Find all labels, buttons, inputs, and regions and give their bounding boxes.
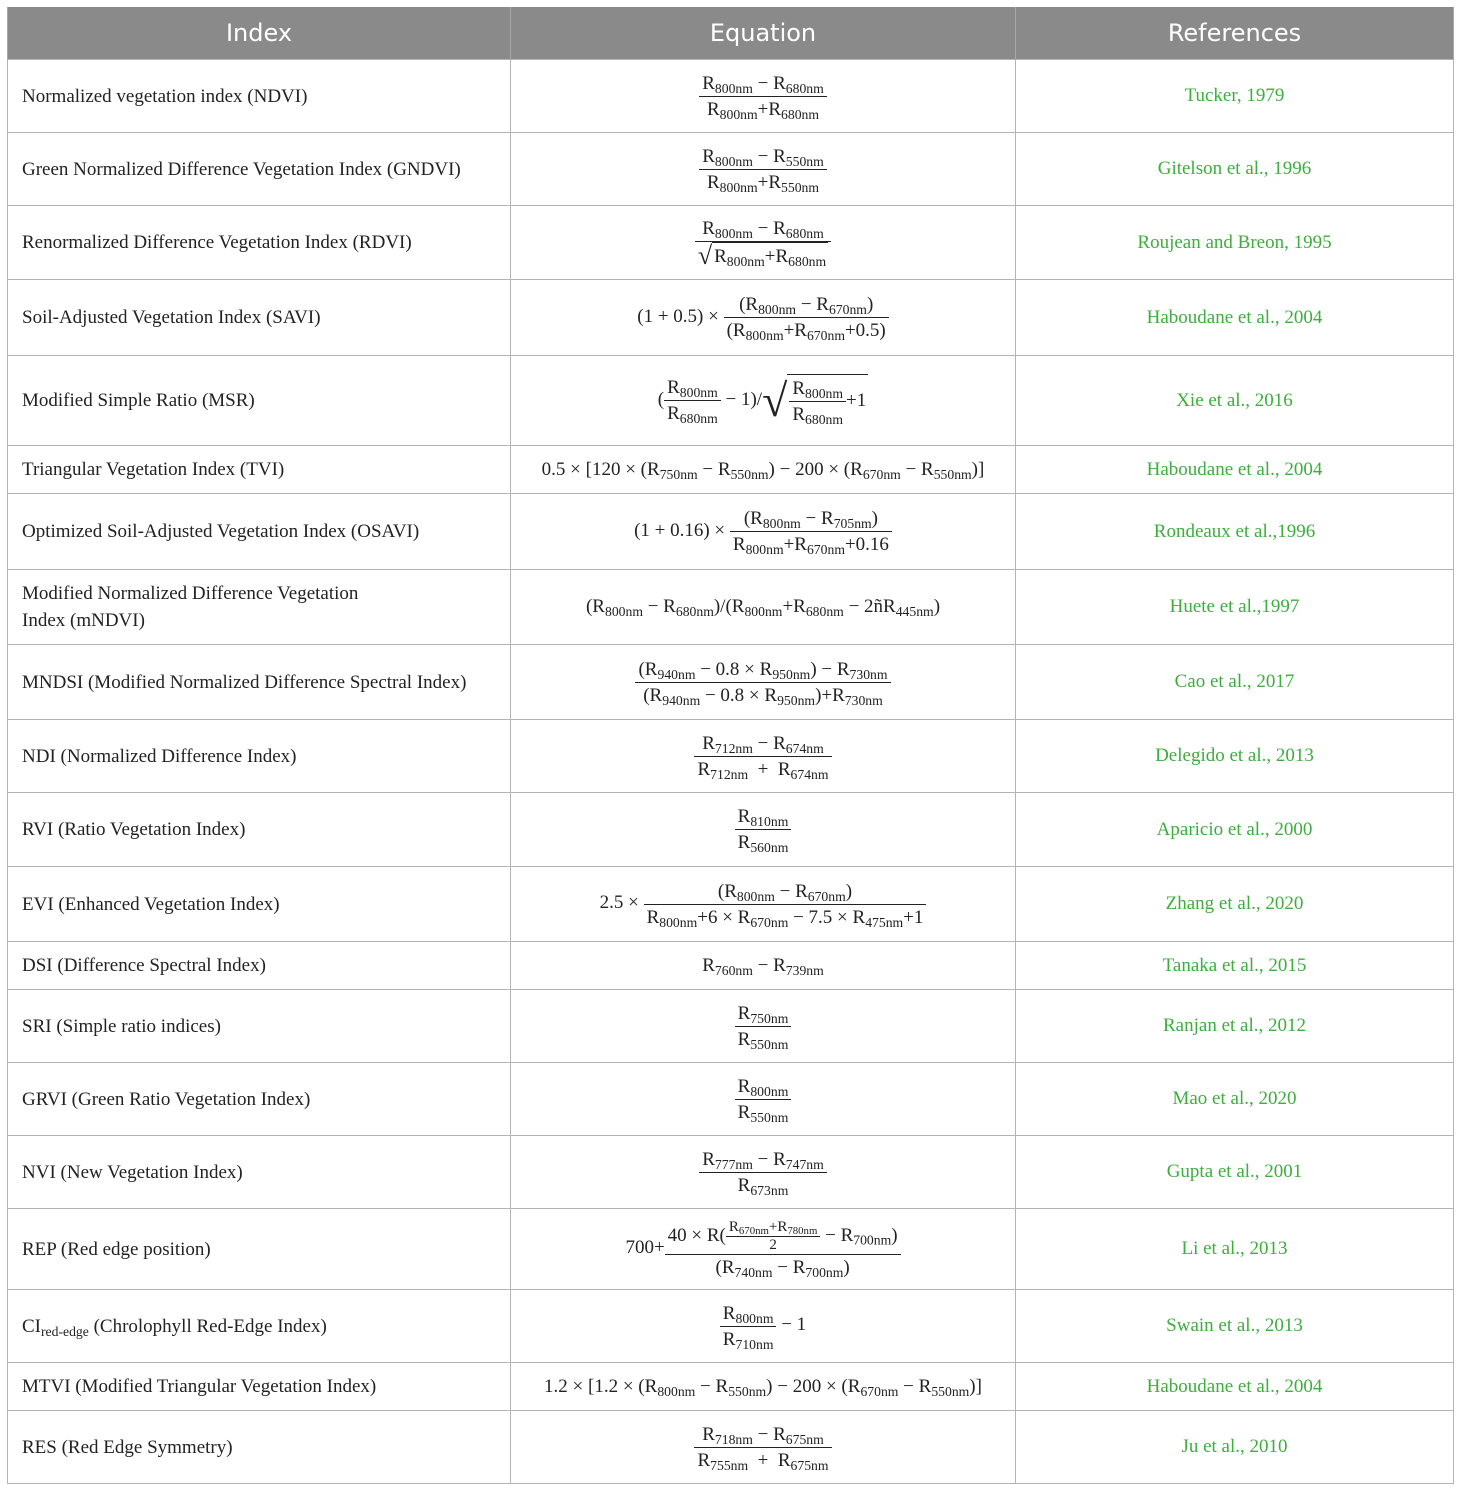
index-cell: RES (Red Edge Symmetry) xyxy=(8,1411,511,1484)
table-row xyxy=(8,793,1454,867)
equation: $\frac{R_{800nm} - R_{680nm}}{√ R_{800nm}+R_{680nm}}$ xyxy=(695,216,831,269)
reference-link[interactable]: Rondeaux et al.,1996 xyxy=(1016,494,1454,570)
table-row xyxy=(8,942,1454,990)
table-row xyxy=(8,1136,1454,1209)
reference-link[interactable]: Li et al., 2013 xyxy=(1016,1209,1454,1290)
index-cell: $CI_{red-edge}$ (Chrolophyll Red-Edge Index) xyxy=(8,1290,511,1363)
equation: $\frac{R_{777nm} - R_{747nm}}{R_{673nm}}$ xyxy=(699,1147,827,1198)
equation: $\frac{R_{712nm} - R_{674nm}}{R_{712nm} + R_{674nm}}$ xyxy=(694,731,831,782)
table-row xyxy=(8,1063,1454,1136)
equation: $\frac{R_{810nm}}{R_{560nm}}$ xyxy=(735,804,792,855)
equation: $\frac{R_{718nm} - R_{675nm}}{R_{755nm} + R_{675nm}}$ xyxy=(694,1422,831,1473)
equation: $\frac{R_{800nm}}{R_{710nm}}$ − 1 xyxy=(720,1314,806,1335)
reference-link[interactable]: Delegido et al., 2013 xyxy=(1016,720,1454,793)
equation-cell xyxy=(511,1136,1016,1209)
reference-link[interactable]: Tucker, 1979 xyxy=(1016,60,1454,133)
table-row xyxy=(8,206,1454,280)
equation-cell xyxy=(511,793,1016,867)
table-row xyxy=(8,1290,1454,1363)
table-row xyxy=(8,60,1454,133)
reference-link[interactable]: Ranjan et al., 2012 xyxy=(1016,990,1454,1063)
equation-cell xyxy=(511,720,1016,793)
index-cell: DSI (Difference Spectral Index) xyxy=(8,942,511,990)
reference-link[interactable]: Gitelson et al., 1996 xyxy=(1016,133,1454,206)
table-row xyxy=(8,1209,1454,1290)
equation: $(R_{800nm} - R_{680nm})/(R_{800nm}+R_{680nm}$ − $2ñR_{445nm}$) xyxy=(585,596,941,619)
reference-link[interactable]: Roujean and Breon, 1995 xyxy=(1016,206,1454,280)
reference-link[interactable]: Swain et al., 2013 xyxy=(1016,1290,1454,1363)
equation-cell xyxy=(511,990,1016,1063)
equation-cell xyxy=(511,867,1016,942)
equation: $\frac{R_{800nm} - R_{550nm}}{R_{800nm}+R_{550nm}}$ xyxy=(699,144,827,195)
table-row xyxy=(8,570,1454,645)
table-row xyxy=(8,133,1454,206)
equation-cell xyxy=(511,60,1016,133)
reference-link[interactable]: Huete et al.,1997 xyxy=(1016,570,1454,645)
table-row xyxy=(8,720,1454,793)
equation-cell xyxy=(511,1209,1016,1290)
reference-link[interactable]: Tanaka et al., 2015 xyxy=(1016,942,1454,990)
index-cell: Normalized vegetation index (NDVI) xyxy=(8,60,511,133)
equation: (1 + 0.16) × $\frac{(R_{800nm} - R_{705nm})}{R_{800nm}+R_{670nm}+0.16}$ xyxy=(634,520,892,541)
index-cell: NDI (Normalized Difference Index) xyxy=(8,720,511,793)
reference-link[interactable]: Zhang et al., 2020 xyxy=(1016,867,1454,942)
index-cell: REP (Red edge position) xyxy=(8,1209,511,1290)
equation-cell xyxy=(511,645,1016,720)
index-cell: Triangular Vegetation Index (TVI) xyxy=(8,446,511,494)
reference-link[interactable]: Gupta et al., 2001 xyxy=(1016,1136,1454,1209)
index-cell: Optimized Soil-Adjusted Vegetation Index (OSAVI) xyxy=(8,494,511,570)
reference-link[interactable]: Haboudane et al., 2004 xyxy=(1016,1363,1454,1411)
equation-cell xyxy=(511,1063,1016,1136)
header-references: References xyxy=(1016,7,1454,60)
reference-link[interactable]: Xie et al., 2016 xyxy=(1016,356,1454,446)
equation-cell xyxy=(511,280,1016,356)
equation-cell xyxy=(511,1290,1016,1363)
index-cell: MTVI (Modified Triangular Vegetation Index) xyxy=(8,1363,511,1411)
equation: $\frac{(R_{940nm} - 0.8 \times R_{950nm}) - R_{730nm}}{(R_{940nm} - 0.8 \times R_{950nm})+R_{730nm}}$ xyxy=(635,657,890,708)
index-cell: EVI (Enhanced Vegetation Index) xyxy=(8,867,511,942)
equation: $0.5 \times [120 \times (R_{750nm} - R_{550nm}) - 200 \times (R_{670nm} - R_{550nm})]$ xyxy=(541,458,985,482)
index-cell: GRVI (Green Ratio Vegetation Index) xyxy=(8,1063,511,1136)
equation: ( $\frac{R_{800nm}}{R_{680nm}}$ − 1)/√ $\frac{R_{800nm}}{R_{680nm}}$ +1 xyxy=(657,375,867,427)
reference-link[interactable]: Cao et al., 2017 xyxy=(1016,645,1454,720)
table-row xyxy=(8,990,1454,1063)
header-row xyxy=(8,7,1454,60)
equation: $1.2 \times [1.2 \times (R_{800nm} - R_{550nm}) - 200 \times (R_{670nm} - R_{550nm})]$ xyxy=(544,1375,982,1399)
index-cell: SRI (Simple ratio indices) xyxy=(8,990,511,1063)
table-row xyxy=(8,867,1454,942)
equation: $\frac{R_{800nm} - R_{680nm}}{R_{800nm}+R_{680nm}}$ xyxy=(699,71,827,122)
index-cell: RVI (Ratio Vegetation Index) xyxy=(8,793,511,867)
reference-link[interactable]: Mao et al., 2020 xyxy=(1016,1063,1454,1136)
equation-cell xyxy=(511,206,1016,280)
equation-cell xyxy=(511,446,1016,494)
header-index: Index xyxy=(8,7,511,60)
index-cell: Soil-Adjusted Vegetation Index (SAVI) xyxy=(8,280,511,356)
vegetation-index-table xyxy=(7,7,1454,1484)
table-row xyxy=(8,446,1454,494)
index-cell: Green Normalized Difference Vegetation Index (GNDVI) xyxy=(8,133,511,206)
equation: $\frac{R_{750nm}}{R_{550nm}}$ xyxy=(735,1001,792,1052)
index-cell: Modified Normalized Difference Vegetation Index (mNDVI) xyxy=(8,570,511,645)
table-row xyxy=(8,356,1454,446)
reference-link[interactable]: Haboudane et al., 2004 xyxy=(1016,446,1454,494)
index-cell: NVI (New Vegetation Index) xyxy=(8,1136,511,1209)
table-row xyxy=(8,1363,1454,1411)
reference-link[interactable]: Haboudane et al., 2004 xyxy=(1016,280,1454,356)
index-cell: Renormalized Difference Vegetation Index (RDVI) xyxy=(8,206,511,280)
table-row xyxy=(8,280,1454,356)
equation-cell xyxy=(511,570,1016,645)
index-cell: Modified Simple Ratio (MSR) xyxy=(8,356,511,446)
equation: $\frac{R_{800nm}}{R_{550nm}}$ xyxy=(735,1074,792,1125)
header-equation: Equation xyxy=(511,7,1016,60)
equation-cell xyxy=(511,1363,1016,1411)
equation-cell xyxy=(511,494,1016,570)
equation-cell xyxy=(511,942,1016,990)
index-cell: MNDSI (Modified Normalized Difference Spectral Index) xyxy=(8,645,511,720)
reference-link[interactable]: Ju et al., 2010 xyxy=(1016,1411,1454,1484)
equation: (1 + 0.5) × $\frac{(R_{800nm} - R_{670nm})}{(R_{800nm}+R_{670nm}+0.5)}$ xyxy=(637,306,889,327)
table-row xyxy=(8,645,1454,720)
equation-cell xyxy=(511,133,1016,206)
table-row xyxy=(8,494,1454,570)
equation: 700+ 40 × R( $\frac{R_{670nm}+R_{780nm}}{2}$ − $R_{700nm}$) $(R_{740nm} - R_{700nm})$ xyxy=(625,1237,900,1258)
table-row xyxy=(8,1411,1454,1484)
equation: 2.5 × $\frac{(R_{800nm} - R_{670nm})}{R_{800nm}+6 \times R_{670nm} - 7.5 \times R_{475nm}+1}$ xyxy=(600,892,927,913)
equation-cell xyxy=(511,356,1016,446)
equation-cell xyxy=(511,1411,1016,1484)
reference-link[interactable]: Aparicio et al., 2000 xyxy=(1016,793,1454,867)
equation: $R_{760nm} - R_{739nm}$ xyxy=(702,954,824,978)
